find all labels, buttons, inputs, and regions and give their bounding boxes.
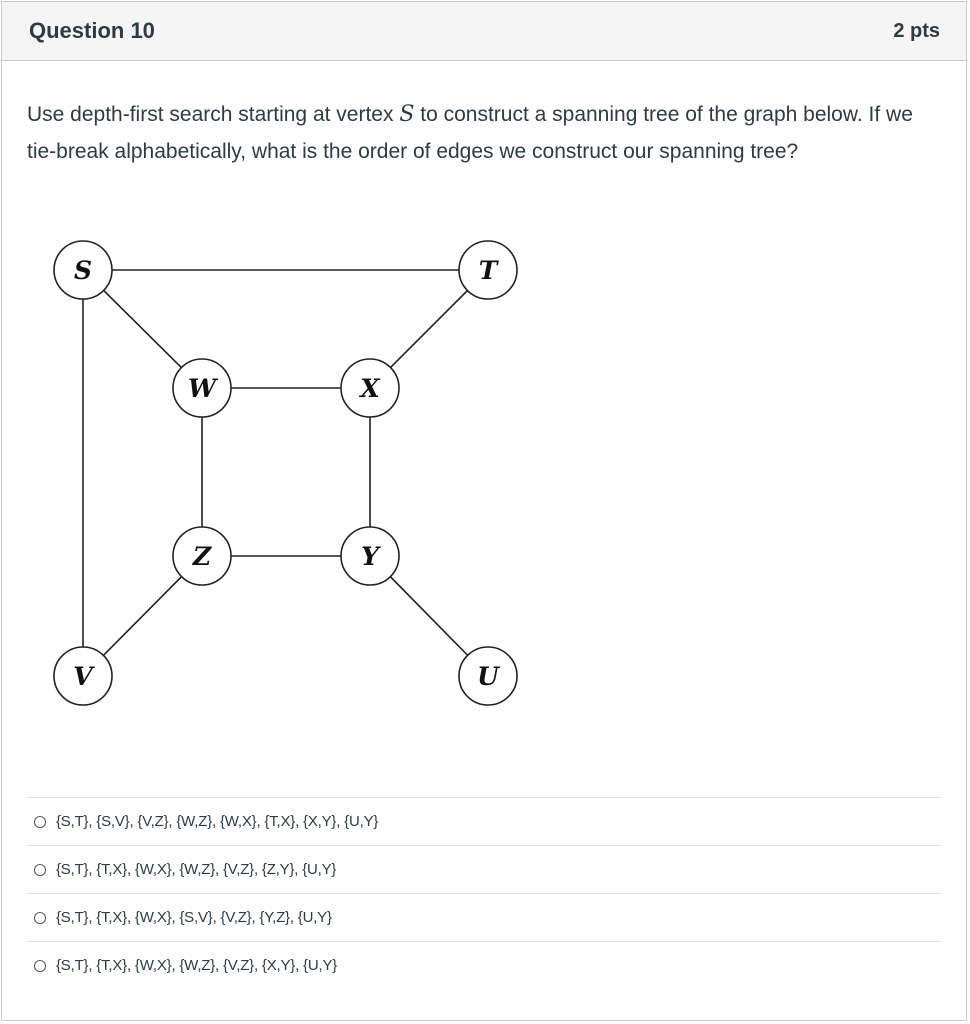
radio-button[interactable] <box>34 960 46 972</box>
answer-option[interactable] <box>27 797 941 845</box>
answer-option[interactable] <box>27 893 941 941</box>
vertex-S <box>54 241 112 299</box>
vertex-T <box>459 241 517 299</box>
radio-button[interactable] <box>34 816 46 828</box>
prompt-text-after: to construct a spanning tree of the graph below. If we tie-break alphabetically, what is the order of edges we construct our spanning tree? <box>27 103 913 163</box>
vertex-X <box>341 359 399 417</box>
prompt-text-before: Use depth-first search starting at vertex <box>27 103 400 126</box>
graph-diagram <box>40 230 540 710</box>
question-header <box>2 2 966 61</box>
vertex-W <box>173 359 231 417</box>
vertex-label: S <box>73 256 93 285</box>
vertex-label: U <box>477 662 499 691</box>
answer-text: {S,T}, {S,V}, {V,Z}, {W,Z}, {W,X}, {T,X}, {X,Y}, {U,Y} <box>56 813 379 830</box>
radio-button[interactable] <box>34 912 46 924</box>
vertex-Z <box>173 527 231 585</box>
vertex-U <box>459 647 517 705</box>
vertex-label: W <box>187 374 217 403</box>
question-points: 2 pts <box>893 19 940 42</box>
answer-option[interactable] <box>27 845 941 893</box>
vertex-label: V <box>73 662 93 691</box>
answer-text: {S,T}, {T,X}, {W,X}, {W,Z}, {V,Z}, {X,Y}, {U,Y} <box>56 957 338 974</box>
answer-text: {S,T}, {T,X}, {W,X}, {W,Z}, {V,Z}, {Z,Y}, {U,Y} <box>56 861 337 878</box>
answer-option[interactable] <box>27 941 941 989</box>
answer-text: {S,T}, {T,X}, {W,X}, {S,V}, {V,Z}, {Y,Z}, {U,Y} <box>56 909 332 926</box>
vertex-label: X <box>360 374 380 403</box>
vertex-label: Y <box>361 542 379 571</box>
radio-button[interactable] <box>34 864 46 876</box>
prompt-vertex: S <box>399 102 415 127</box>
vertex-Y <box>341 527 399 585</box>
question-title: Question 10 <box>29 18 155 43</box>
vertex-label: T <box>478 256 498 285</box>
answer-list <box>27 797 941 989</box>
vertex-label: Z <box>192 542 212 571</box>
vertex-V <box>54 647 112 705</box>
question-prompt <box>27 96 937 170</box>
